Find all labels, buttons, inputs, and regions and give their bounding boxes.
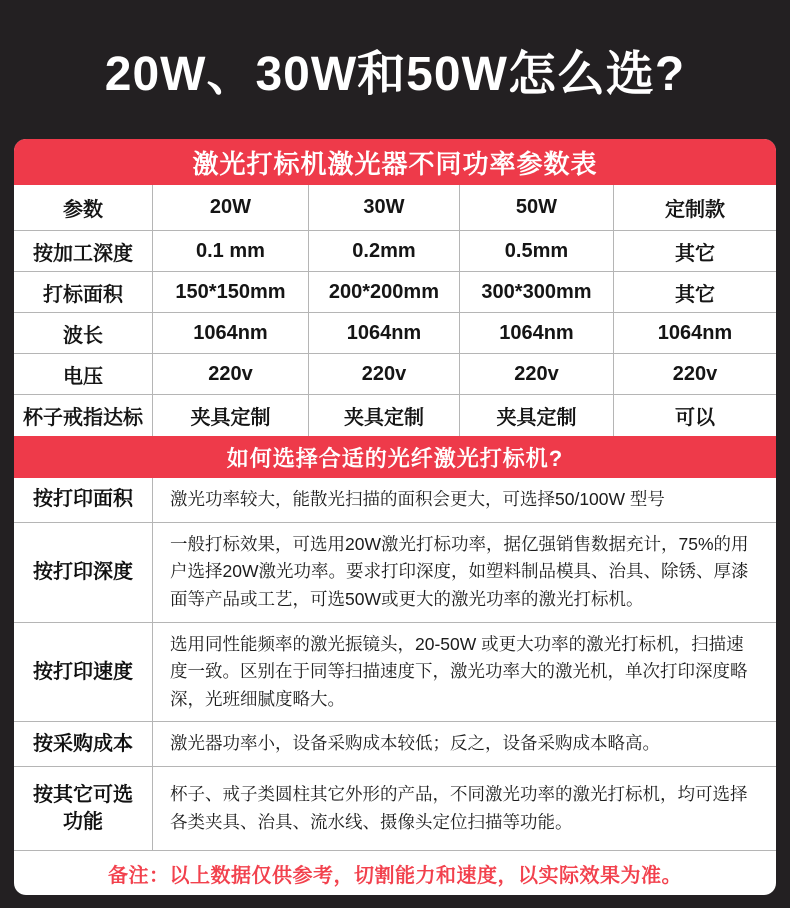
- params-table: [14, 185, 776, 436]
- guide-text: 杯子、戒子类圆柱其它外形的产品，不同激光功率的激光打标机，均可选择各类夹具、治具、流水线、摄像头定位扫描等功能。: [170, 783, 748, 832]
- header-cell-custom: 定制款: [664, 199, 725, 221]
- cell-value: 0.1 mm: [153, 231, 309, 271]
- header-cell-30w: 30W: [309, 185, 460, 230]
- guide-row-print-speed: [14, 623, 776, 723]
- params-row-wavelength: [14, 313, 776, 354]
- cell-value: 1064nm: [657, 321, 733, 344]
- row-label: 按加工深度: [14, 231, 153, 271]
- params-row-depth: [14, 231, 776, 272]
- cell-value: 夹具定制: [309, 395, 460, 436]
- guide-row-print-area: [14, 478, 776, 523]
- params-header-row: [14, 185, 776, 231]
- cell-value: 300*300mm: [460, 272, 614, 312]
- guide-label: 按打印速度: [14, 623, 153, 722]
- cell-value: 220v: [672, 362, 718, 385]
- cell-value: 夹具定制: [153, 395, 309, 436]
- params-row-cup-ring: [14, 395, 776, 436]
- guide-row-purchase-cost: [14, 722, 776, 767]
- cell-value: 200*200mm: [309, 272, 460, 312]
- guide-text: 激光功率较大，能散光扫描的面积会更大，可选择50/100W 型号: [170, 489, 665, 509]
- cell-value: 0.5mm: [460, 231, 614, 271]
- header-cell-param: 参数: [14, 185, 153, 230]
- cell-value: 可以: [674, 407, 715, 429]
- page-title: 20W、30W和50W怎么选?: [104, 48, 686, 101]
- guide-title: 如何选择合适的光纤激光打标机?: [14, 436, 776, 478]
- cell-value: 1064nm: [309, 313, 460, 353]
- row-label: 电压: [14, 354, 153, 394]
- cell-value: 0.2mm: [309, 231, 460, 271]
- guide-label: 按采购成本: [14, 722, 153, 766]
- guide-table: [14, 478, 776, 850]
- cell-value: 其它: [674, 242, 715, 265]
- cell-value: 1064nm: [153, 313, 309, 353]
- guide-row-other-options: [14, 767, 776, 850]
- cell-value: 150*150mm: [153, 272, 309, 312]
- cell-value: 220v: [153, 354, 309, 394]
- cell-value: 220v: [460, 354, 614, 394]
- header-cell-20w: 20W: [153, 185, 309, 230]
- cell-value: 夹具定制: [460, 395, 614, 436]
- guide-row-print-depth: [14, 523, 776, 623]
- guide-label: 按打印面积: [14, 478, 153, 522]
- guide-text: 一般打标效果，可选用20W激光打标功率，据亿强销售数据充计，75%的用户选择20W激光功率。要求打印深度，如塑料制品模具、治具、除锈、厚漆面等产品或工艺，可选50W或更大的激光功率的激光打标机。: [170, 533, 749, 609]
- guide-text: 激光器功率小，设备采购成本较低；反之，设备采购成本略高。: [170, 733, 660, 754]
- guide-label: 按其它可选功能: [14, 767, 153, 850]
- content-card: [14, 139, 776, 895]
- cell-value: 1064nm: [460, 313, 614, 353]
- guide-text: 选用同性能频率的激光振镜头，20-50W 或更大功率的激光打标机，扫描速度一致。区别在于同等扫描速度下，激光功率大的激光机，单次打印深度略深，光班细腻度略大。: [170, 633, 748, 709]
- row-label: 打标面积: [14, 272, 153, 312]
- params-row-voltage: [14, 354, 776, 395]
- note-remark: 备注：以上数据仅供参考，切割能力和速度，以实际效果为准。: [14, 850, 776, 895]
- cell-value: 其它: [674, 283, 715, 306]
- row-label: 波长: [14, 313, 153, 353]
- guide-label: 按打印深度: [14, 523, 153, 622]
- header-cell-50w: 50W: [460, 185, 614, 230]
- params-table-title: 激光打标机激光器不同功率参数表: [14, 139, 776, 185]
- row-label: 杯子戒指达标: [14, 395, 153, 436]
- params-row-area: [14, 272, 776, 313]
- cell-value: 220v: [309, 354, 460, 394]
